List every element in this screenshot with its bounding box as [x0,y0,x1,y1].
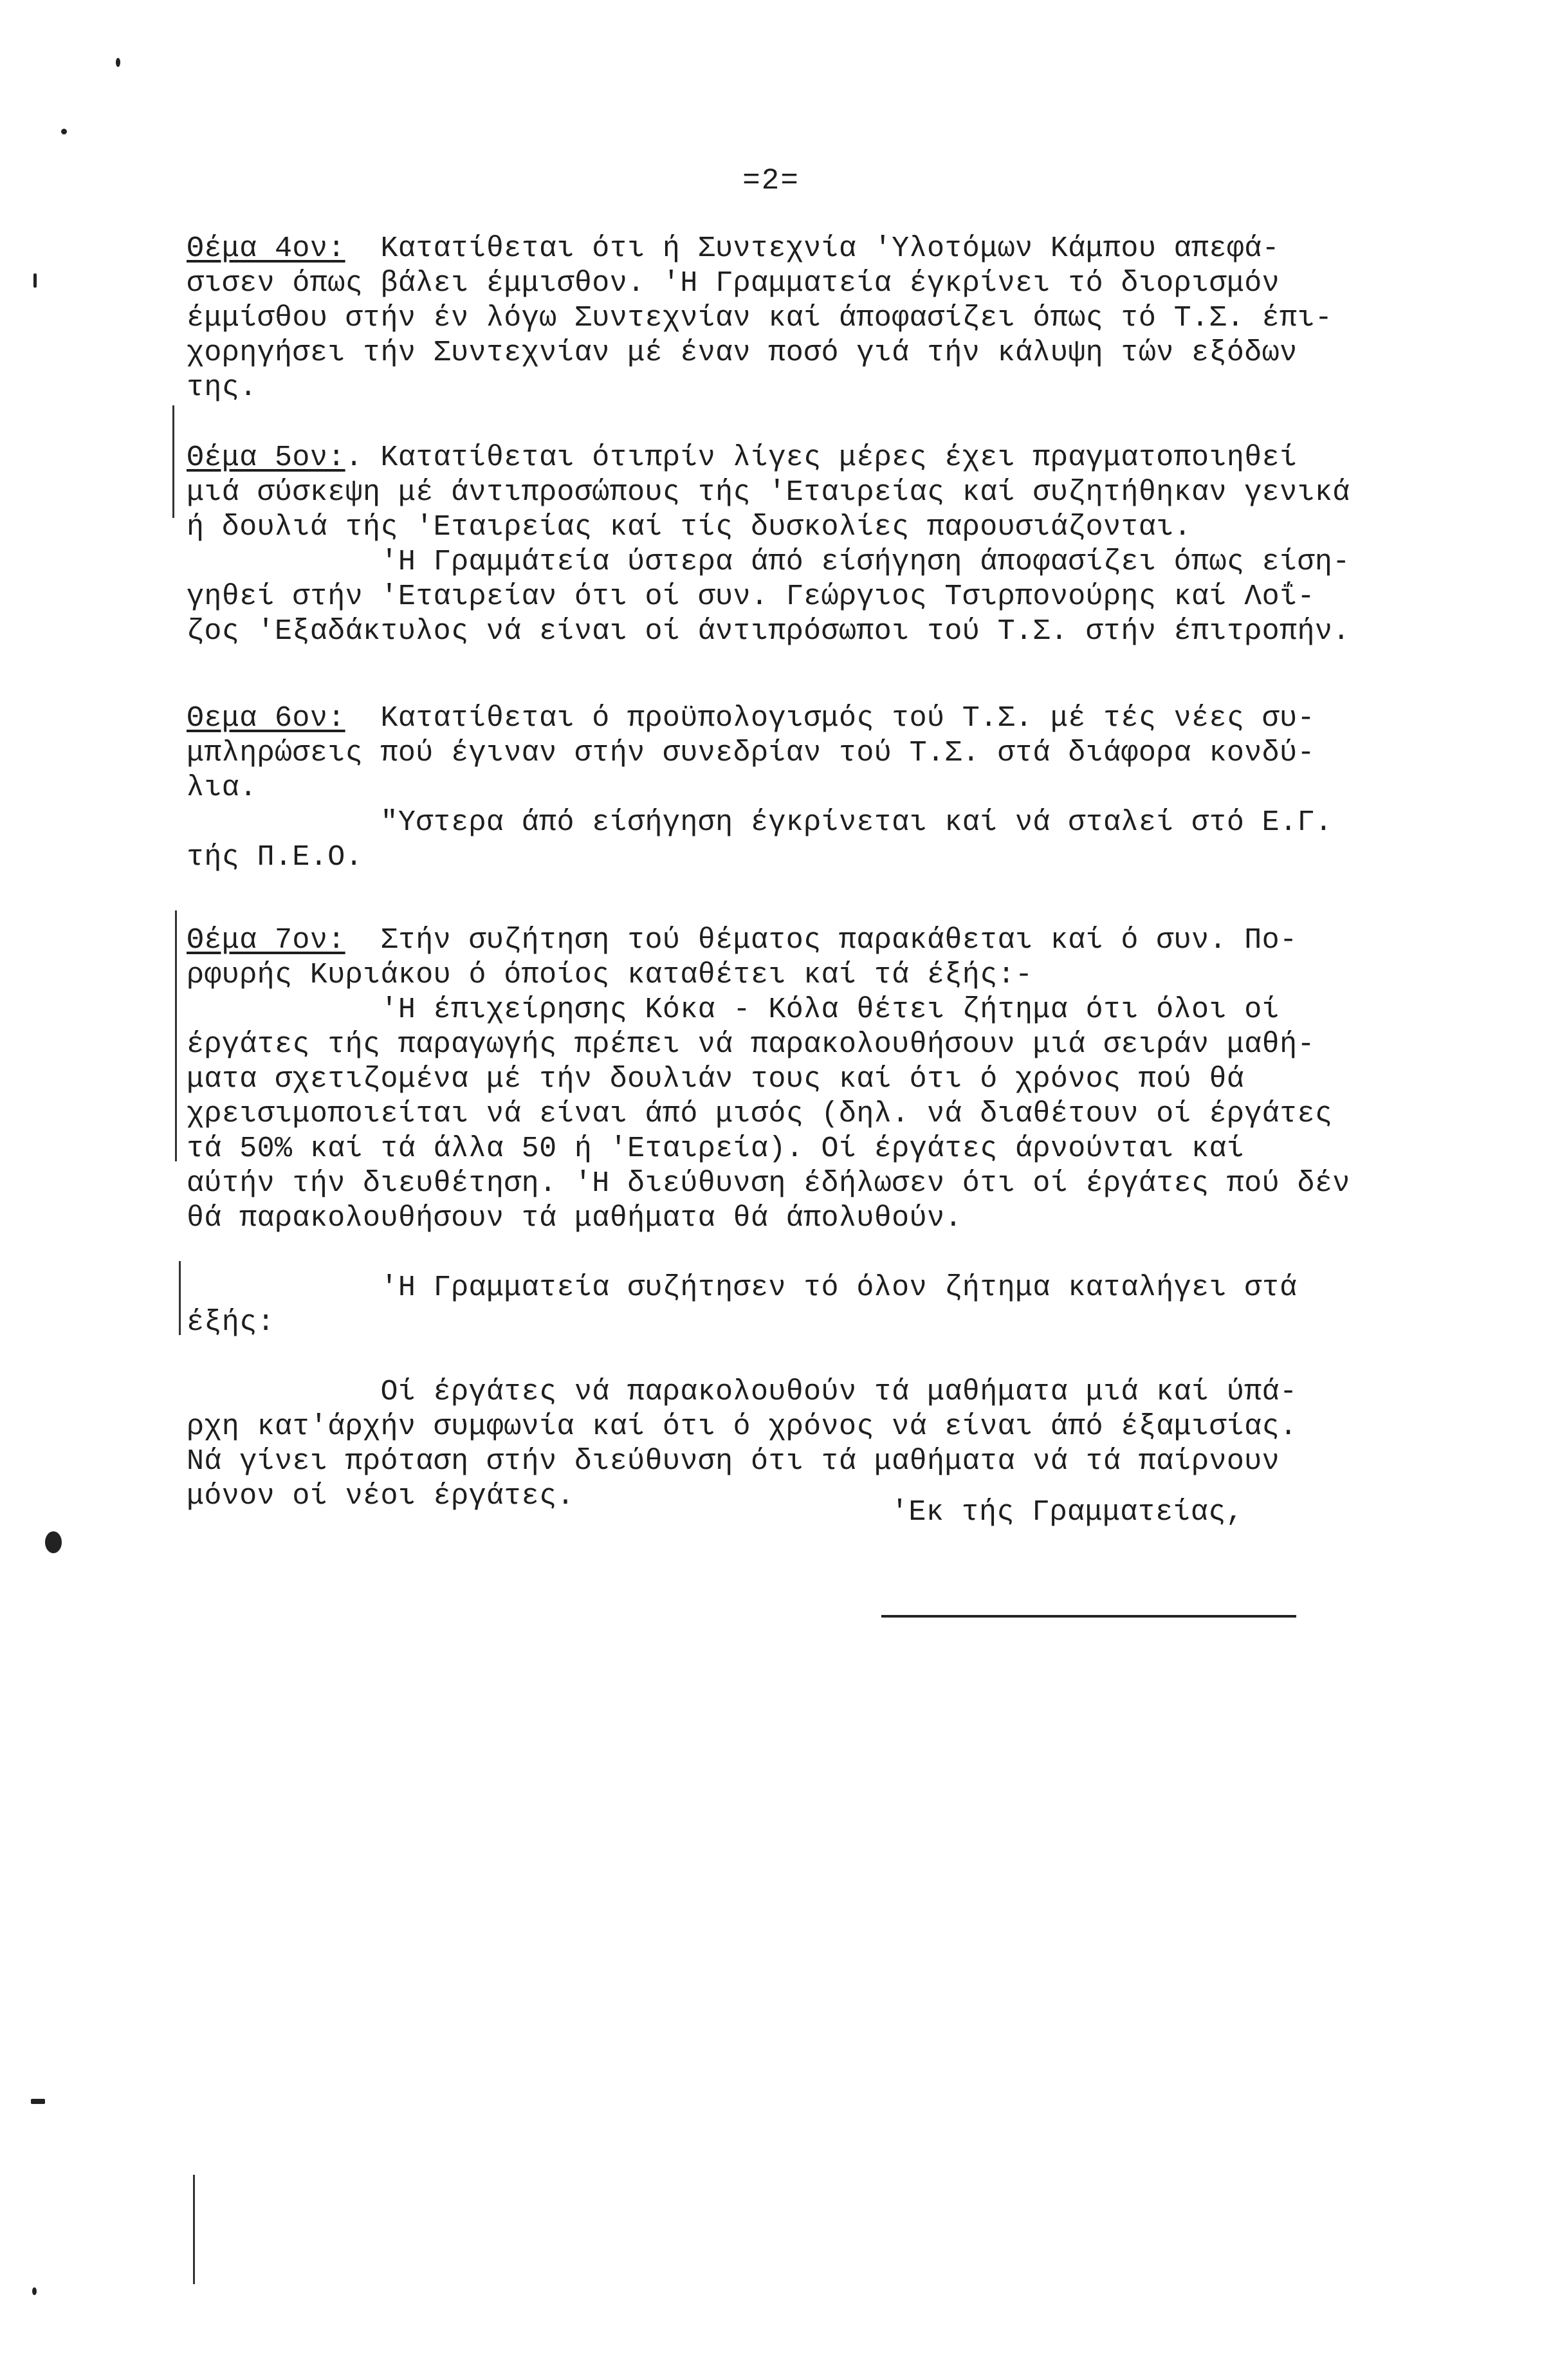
text-line [187,510,1499,545]
line-text: Κατατίθεται ότι ή Συντεχνία 'Υλοτόμων Κάμπου απεφά- [345,232,1280,265]
text-line [187,1201,1499,1236]
text-line [187,1097,1499,1132]
line-text: έργάτες τής παραγωγής πρέπει νά παρακολουθήσουν μιά σειράν μαθή- [187,1028,1315,1061]
text-line [187,1028,1499,1062]
line-text: ζος 'Εξαδάκτυλος νά είναι οί άντιπρόσωποι τού Τ.Σ. στήν έπιτροπήν. [187,615,1350,648]
text-line [187,580,1499,614]
text-line [187,1479,1499,1514]
line-text: μπληρώσεις πού έγιναν στήν συνεδρίαν τού Τ.Σ. στά διάφορα κονδύ- [187,737,1315,770]
line-text: τής Π.Ε.Ο. [187,841,363,874]
line-text: έξής: [187,1306,275,1339]
section-thema-4 [187,232,1499,405]
scan-speck [61,129,67,134]
signature-line [881,1615,1296,1618]
text-line [187,923,1499,958]
text-line [187,840,1499,875]
section-thema-6 [187,701,1499,875]
line-text: χορηγήσει τήν Συντεχνίαν μέ έναν ποσό γιά τήν κάλυψη τών εξόδων [187,337,1298,369]
scan-speck [32,2287,37,2295]
text-line [187,1305,1499,1340]
line-text: γηθεί στήν 'Εταιρείαν ότι οί συν. Γεώργιος Τσιρπονούρης καί Λοΐ- [187,580,1315,613]
scan-speck [116,58,120,67]
section-heading: Θέμα 5ον: [187,441,345,474]
text-line [187,441,1499,475]
line-text: λια. [187,771,257,804]
text-line [187,475,1499,510]
text-line [187,336,1499,371]
text-line [187,266,1499,301]
scan-speck [31,2099,45,2104]
line-text: 'Η έπιχείρησης Κόκα - Κόλα θέτει ζήτημα ότι όλοι οί [187,993,1280,1026]
margin-mark [175,910,177,1161]
section-heading: Θεμα 6ον: [187,702,345,735]
closing-signature-text: 'Εκ τής Γραμματείας, [891,1496,1244,1529]
text-line [187,1340,1499,1375]
section-thema-7 [187,923,1499,1514]
line-text: της. [187,371,257,404]
section-heading: Θέμα 4ον: [187,232,345,265]
text-line [187,1167,1499,1201]
line-text: τά 50% καί τά άλλα 50 ή 'Εταιρεία). Οί έργάτες άρνούνται καί [187,1132,1245,1165]
text-line [187,1132,1499,1167]
line-text: ρχη κατ'άρχήν συμφωνία καί ότι ό χρόνος νά είναι άπό έξαμισίας. [187,1410,1298,1443]
page-number: =2= [742,164,800,198]
text-line [187,736,1499,771]
text-line [187,806,1499,840]
line-text: αύτήν τήν διευθέτηση. 'Η διεύθυνση έδήλωσεν ότι οί έργάτες πού δέν [187,1167,1350,1200]
text-line [187,1236,1499,1271]
line-text: έμμίσθου στήν έν λόγω Συντεχνίαν καί άποφασίζει όπως τό Τ.Σ. έπι- [187,302,1333,335]
line-text: "Υστερα άπό είσήγηση έγκρίνεται καί νά σταλεί στό Ε.Γ. [187,806,1333,839]
line-text: 'Η Γραμμάτεία ύστερα άπό είσήγηση άποφασίζει όπως είση- [187,546,1350,578]
margin-mark [179,1261,181,1335]
line-text: Νά γίνει πρόταση στήν διεύθυνση ότι τά μαθήματα νά τά παίρνουν [187,1445,1280,1478]
section-thema-5 [187,441,1499,649]
text-line [187,993,1499,1028]
text-line [187,1375,1499,1410]
line-text: Κατατίθεται ό προϋπολογισμός τού Τ.Σ. μέ τές νέες συ- [345,702,1315,735]
text-line [187,301,1499,336]
line-text: σισεν όπως βάλει έμμισθον. 'Η Γραμματεία έγκρίνει τό διορισμόν [187,267,1280,300]
line-text: χρεισιμοποιείται νά είναι άπό μισός (δηλ. νά διαθέτουν οί έργάτες [187,1098,1333,1130]
line-text: θά παρακολουθήσουν τά μαθήματα θά άπολυθούν. [187,1202,962,1235]
line-text: 'Η Γραμματεία συζήτησεν τό όλον ζήτημα καταλήγει στά [187,1271,1298,1304]
text-line [187,771,1499,806]
text-line [187,232,1499,266]
scan-speck [33,273,37,288]
line-text: ή δουλιά τής 'Εταιρείας καί τίς δυσκολίες παρουσιάζονται. [187,511,1192,544]
text-line [187,371,1499,405]
margin-mark [193,2175,195,2284]
text-line [187,1062,1499,1097]
text-line [187,1271,1499,1305]
text-line [187,958,1499,993]
text-line [187,545,1499,580]
scan-speck [45,1531,62,1553]
text-line [187,614,1499,649]
text-line [187,701,1499,736]
line-text: Οί έργάτες νά παρακολουθούν τά μαθήματα μιά καί ύπά- [187,1376,1298,1408]
section-heading: Θέμα 7ον: [187,924,345,957]
text-line [187,1410,1499,1444]
text-line [187,1444,1499,1479]
line-text: ματα σχετιζομένα μέ τήν δουλιάν τους καί ότι ό χρόνος πού θά [187,1063,1245,1096]
margin-mark [172,405,174,518]
line-text: Στήν συζήτηση τού θέματος παρακάθεται καί ό συν. Πο- [345,924,1298,957]
line-text: μιά σύσκεψη μέ άντιπροσώπους τής 'Εταιρείας καί συζητήθηκαν γενικά [187,476,1350,509]
line-text: ρφυρής Κυριάκου ό όποίος καταθέτει καί τά έξής:- [187,959,1033,992]
line-text: μόνον οί νέοι έργάτες. [187,1480,574,1513]
line-text: . Κατατίθεται ότιπρίν λίγες μέρες έχει πραγματοποιηθεί [345,441,1298,474]
